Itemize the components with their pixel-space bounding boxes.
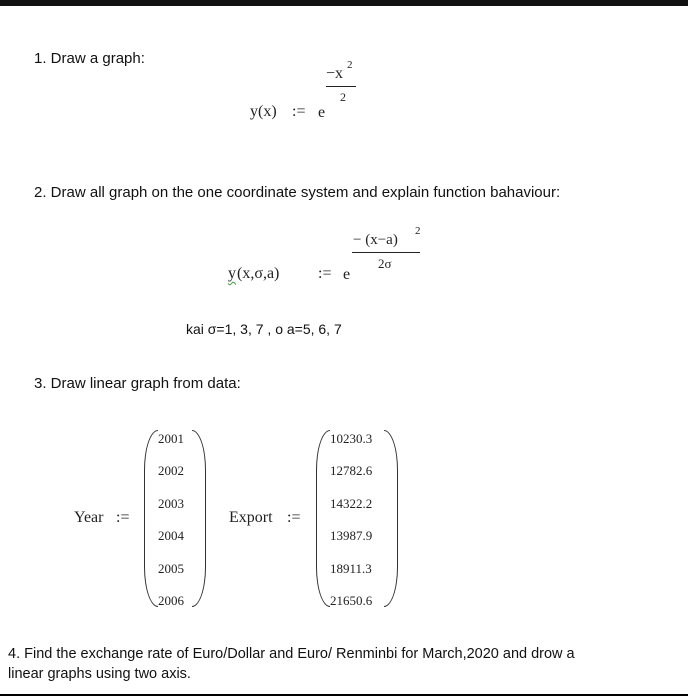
q1-exp-numerator-power: 2 [347, 59, 353, 71]
export-matrix-left-bracket [316, 430, 330, 607]
q1-base: e [318, 104, 326, 121]
export-assign: := [287, 509, 301, 526]
year-cell: 2006 [158, 592, 184, 608]
year-cell: 2004 [158, 528, 184, 544]
year-cell: 2005 [158, 560, 184, 576]
q2-exp-numerator-power: 2 [415, 225, 421, 237]
year-cell: 2001 [158, 431, 184, 446]
q2-assign: := [318, 265, 332, 282]
q2-fraction-bar [352, 252, 420, 253]
year-cell: 2002 [158, 463, 184, 479]
q1-lhs: y(x) [250, 103, 277, 120]
q4-line-2: linear graphs using two axis. [8, 666, 191, 682]
q2-base: e [343, 266, 351, 283]
year-matrix-left-bracket [144, 430, 158, 607]
export-cell: 18911.3 [330, 560, 372, 576]
year-cell: 2003 [158, 495, 184, 511]
q2-lhs-args: (x,σ,a) [237, 265, 280, 282]
year-label: Year [74, 509, 104, 526]
q2-heading: 2. Draw all graph on the one coordinate system and explain function bahaviour: [34, 184, 561, 201]
export-label: Export [229, 509, 273, 526]
export-cell: 12782.6 [330, 463, 373, 479]
year-column [158, 430, 184, 624]
export-cell: 13987.9 [330, 528, 373, 544]
export-cell: 21650.6 [330, 592, 373, 608]
q1-heading: 1. Draw a graph: [34, 50, 145, 67]
top-border [0, 0, 688, 6]
export-column [330, 430, 372, 624]
year-assign: := [116, 509, 130, 526]
q2-exp-denominator: 2σ [378, 256, 392, 271]
q2-parameters: kai σ=1, 3, 7 , o a=5, 6, 7 [186, 321, 342, 337]
export-cell: 14322.2 [330, 495, 373, 511]
bottom-border [0, 694, 688, 696]
q1-assign: := [292, 103, 306, 120]
year-matrix-right-bracket [192, 430, 206, 607]
export-matrix-right-bracket [384, 430, 398, 607]
q4-line-1: 4. Find the exchange rate of Euro/Dollar and Euro/ Renminbi for March,2020 and drow a [8, 646, 575, 662]
export-cell: 10230.3 [330, 431, 373, 446]
q1-exp-denominator: 2 [340, 90, 346, 104]
q1-exp-numerator: −x [326, 65, 344, 82]
q2-lhs-fn: y [228, 265, 236, 282]
q3-heading: 3. Draw linear graph from data: [34, 375, 241, 392]
q2-exp-numerator: − (x−a) [353, 232, 398, 248]
q1-fraction-bar [326, 86, 356, 87]
